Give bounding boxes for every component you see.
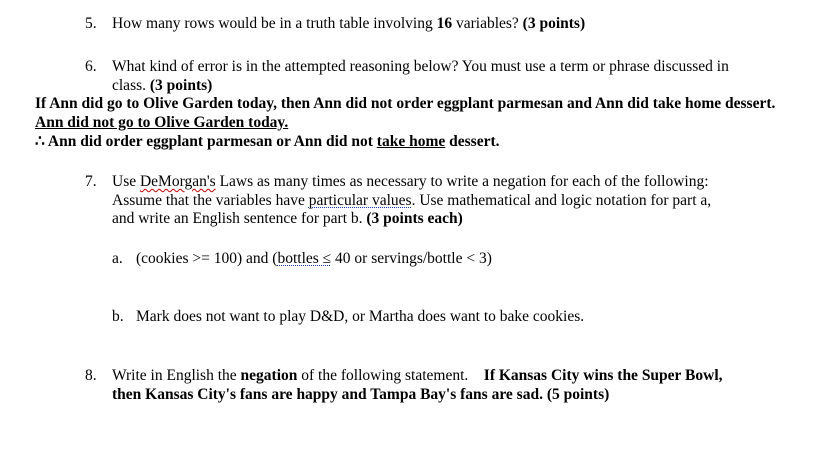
question-text: Write in English the negation of the following statement. If Kansas City wins the Super Bowl, then Kansas City's fans are happy and Tampa Bay's fans are sad. (5 points): [112, 367, 723, 403]
question-number: 7.: [85, 173, 97, 190]
question-7-part-a: a. (cookies >= 100) and (bottles ≤ 40 or servings/bottle < 3): [112, 250, 492, 267]
spellcheck-flag: DeMorgan's: [139, 173, 216, 190]
therefore-symbol: ∴: [35, 133, 45, 150]
points-label: (3 points each): [366, 210, 463, 227]
question-number: 8.: [85, 367, 97, 384]
points-label: (5 points): [546, 385, 610, 403]
question-7-part-b: b. Mark does not want to play D&D, or Martha does want to bake cookies.: [112, 308, 585, 325]
argument-premise-2: Ann did not go to Olive Garden today.: [35, 114, 289, 131]
question-number: 5.: [85, 15, 97, 32]
argument-conclusion: ∴ Ann did order eggplant parmesan or Ann did not take home dessert.: [35, 133, 500, 150]
points-label: (3 points): [149, 76, 213, 94]
argument-premise-1: If Ann did go to Olive Garden today, then Ann did not order eggplant parmesan and Ann did take home dessert.: [35, 95, 776, 112]
points-label: (3 points): [522, 15, 586, 32]
variable-count: 16: [436, 15, 453, 32]
question-number: 6.: [85, 58, 97, 75]
question-text: Use DeMorgan's Laws as many times as necessary to write a negation for each of the following: Assume that the variables have particular values. Use mathematical and logic notation for part a, and write an English sentence for part b. (3 points each): [112, 173, 712, 227]
question-text: What kind of error is in the attempted reasoning below? You must use a term or phrase discussed in class. (3 points): [112, 58, 729, 94]
grammar-flag: particular values: [308, 191, 412, 209]
question-text: How many rows would be in a truth table involving 16 variables? (3 points): [112, 15, 586, 32]
grammar-flag: bottles ≤: [277, 250, 332, 267]
